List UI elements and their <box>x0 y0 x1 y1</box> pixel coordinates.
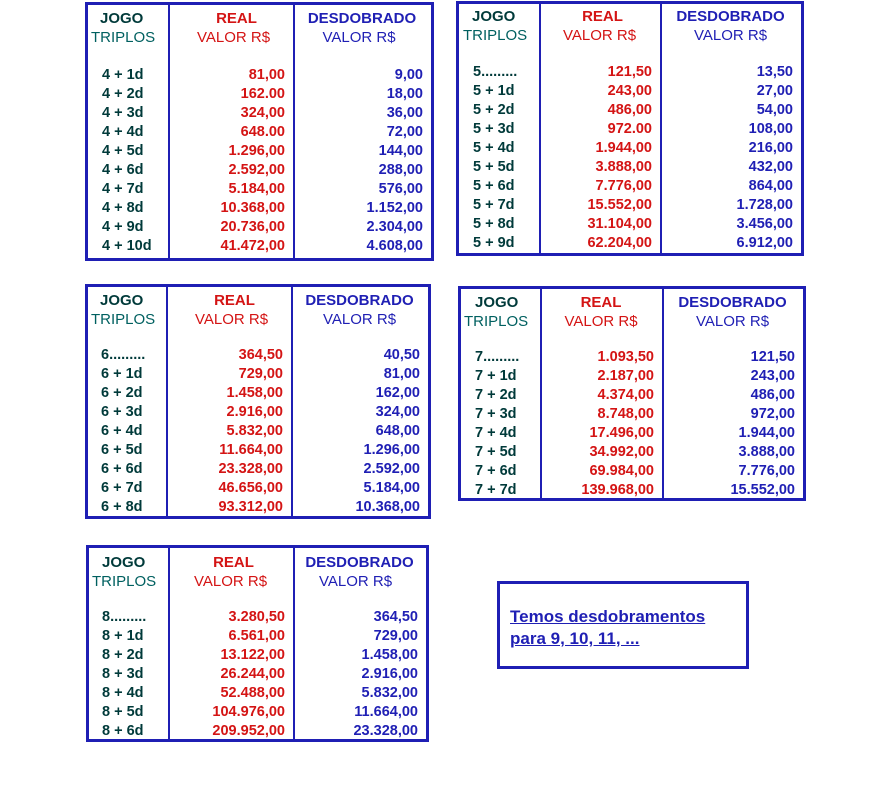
jogo-header: JOGO <box>472 8 516 25</box>
desdobrado-header: DESDOBRADO <box>305 554 414 571</box>
real-value-cell: 11.664,00 <box>219 442 283 458</box>
desdobrado-value-cell: 216,00 <box>748 140 793 156</box>
real-value-cell: 23.328,00 <box>218 461 283 477</box>
real-valor-header: VALOR R$ <box>196 29 271 46</box>
desdobrado-valor-header: VALOR R$ <box>322 311 397 328</box>
jogo-cell: 6 + 5d <box>101 442 143 458</box>
real-value-cell: 1.296,00 <box>228 143 285 159</box>
real-value-cell: 93.312,00 <box>218 499 283 515</box>
real-column <box>168 548 295 739</box>
triplos-header: TRIPLOS <box>91 311 156 328</box>
desdobrado-value-cell: 18,00 <box>386 86 423 102</box>
jogo-cell: 6 + 3d <box>101 404 143 420</box>
real-value-cell: 1.093,50 <box>597 349 654 365</box>
desdobrado-value-cell: 3.888,00 <box>738 444 795 460</box>
desdobrado-value-cell: 1.944,00 <box>738 425 795 441</box>
jogo-cell: 7 + 7d <box>475 482 517 498</box>
jogo-rows <box>102 608 168 741</box>
real-valor-header: VALOR R$ <box>193 573 268 590</box>
real-value-cell: 1.944,00 <box>595 140 652 156</box>
desdobrado-rows <box>662 348 803 500</box>
jogo-cell: 4 + 8d <box>102 200 144 216</box>
real-value-cell: 5.832,00 <box>226 423 283 439</box>
real-column <box>540 289 664 498</box>
real-value-cell: 3.888,00 <box>595 159 652 175</box>
desdobrado-value-cell: 972,00 <box>750 406 795 422</box>
desdobrado-value-cell: 11.664,00 <box>354 704 418 720</box>
jogo-column <box>461 289 542 498</box>
jogo-column <box>459 4 541 253</box>
real-value-cell: 2.187,00 <box>597 368 654 384</box>
real-value-cell: 121,50 <box>607 64 652 80</box>
table-7-dezenas <box>458 286 806 501</box>
jogo-cell: 4 + 4d <box>102 124 144 140</box>
jogo-cell: 8......... <box>102 609 147 625</box>
desdobramentos-note-box <box>497 581 749 669</box>
jogo-cell: 7......... <box>475 349 520 365</box>
real-value-cell: 26.244,00 <box>220 666 285 682</box>
real-value-cell: 17.496,00 <box>589 425 654 441</box>
jogo-cell: 7 + 3d <box>475 406 517 422</box>
desdobrado-header: DESDOBRADO <box>307 10 417 27</box>
jogo-cell: 4 + 6d <box>102 162 144 178</box>
jogo-cell: 6 + 7d <box>101 480 143 496</box>
jogo-cell: 4 + 3d <box>102 105 144 121</box>
table-6-dezenas <box>85 284 431 519</box>
real-header: REAL <box>214 292 255 309</box>
real-value-cell: 648.00 <box>240 124 285 140</box>
real-value-cell: 2.592,00 <box>228 162 285 178</box>
desdobrado-value-cell: 5.184,00 <box>363 480 420 496</box>
jogo-cell: 6......... <box>101 347 146 363</box>
jogo-cell: 8 + 5d <box>102 704 144 720</box>
desdobrado-value-cell: 3.456,00 <box>736 216 793 232</box>
jogo-cell: 7 + 6d <box>475 463 517 479</box>
desdobrado-value-cell: 432,00 <box>748 159 793 175</box>
desdobrado-value-cell: 121,50 <box>750 349 795 365</box>
desdobrado-value-cell: 2.592,00 <box>363 461 420 477</box>
jogo-rows <box>101 346 166 517</box>
triplos-header: TRIPLOS <box>92 573 157 590</box>
desdobrado-value-cell: 7.776,00 <box>738 463 795 479</box>
real-valor-header: VALOR R$ <box>562 27 637 44</box>
jogo-cell: 6 + 8d <box>101 499 143 515</box>
real-valor-header: VALOR R$ <box>564 313 638 330</box>
desdobrado-rows <box>293 66 431 256</box>
jogo-cell: 7 + 2d <box>475 387 517 403</box>
jogo-header: JOGO <box>475 294 519 311</box>
jogo-cell: 7 + 1d <box>475 368 517 384</box>
desdobrado-value-cell: 108,00 <box>748 121 793 137</box>
desdobrado-value-cell: 36,00 <box>386 105 423 121</box>
triplos-header: TRIPLOS <box>463 27 528 44</box>
jogo-header: JOGO <box>102 554 146 571</box>
desdobrado-rows <box>293 608 426 741</box>
jogo-cell: 5 + 4d <box>473 140 515 156</box>
triplos-header: TRIPLOS <box>91 29 156 46</box>
jogo-cell: 7 + 5d <box>475 444 517 460</box>
desdobrado-value-cell: 729,00 <box>373 628 418 644</box>
desdobrado-value-cell: 243,00 <box>750 368 795 384</box>
jogo-cell: 4 + 1d <box>102 67 144 83</box>
desdobrado-valor-header: VALOR R$ <box>695 313 770 330</box>
desdobrado-valor-header: VALOR R$ <box>322 29 396 46</box>
jogo-cell: 4 + 10d <box>102 238 152 254</box>
jogo-cell: 6 + 1d <box>101 366 143 382</box>
jogo-cell: 4 + 2d <box>102 86 144 102</box>
desdobrado-valor-header: VALOR R$ <box>318 573 393 590</box>
real-value-cell: 972.00 <box>607 121 652 137</box>
triplos-header: TRIPLOS <box>464 313 529 330</box>
jogo-cell: 4 + 9d <box>102 219 144 235</box>
desdobrado-header: DESDOBRADO <box>305 292 414 309</box>
desdobrado-header: DESDOBRADO <box>676 8 785 25</box>
desdobrado-value-cell: 40,50 <box>383 347 420 363</box>
desdobrado-value-cell: 648,00 <box>375 423 420 439</box>
real-rows <box>166 346 291 517</box>
desdobrado-rows <box>291 346 428 517</box>
real-value-cell: 209.952,00 <box>212 723 285 739</box>
real-value-cell: 1.458,00 <box>226 385 283 401</box>
desdobrado-value-cell: 2.916,00 <box>361 666 418 682</box>
desdobrado-value-cell: 144,00 <box>378 143 423 159</box>
desdobrado-value-cell: 2.304,00 <box>366 219 423 235</box>
real-header: REAL <box>580 294 622 311</box>
jogo-cell: 8 + 2d <box>102 647 144 663</box>
jogo-cell: 8 + 3d <box>102 666 144 682</box>
real-value-cell: 243,00 <box>607 83 652 99</box>
real-header: REAL <box>213 554 254 571</box>
jogo-column <box>89 548 170 739</box>
real-value-cell: 162.00 <box>240 86 285 102</box>
jogo-cell: 6 + 2d <box>101 385 143 401</box>
desdobrado-value-cell: 162,00 <box>375 385 420 401</box>
jogo-cell: 5 + 7d <box>473 197 515 213</box>
desdobrado-value-cell: 486,00 <box>750 387 795 403</box>
jogo-cell: 5 + 1d <box>473 83 515 99</box>
jogo-cell: 4 + 7d <box>102 181 144 197</box>
jogo-cell: 5 + 2d <box>473 102 515 118</box>
real-header: REAL <box>216 10 257 27</box>
desdobrado-value-cell: 72,00 <box>386 124 423 140</box>
desdobrado-value-cell: 324,00 <box>375 404 420 420</box>
real-valor-header: VALOR R$ <box>194 311 269 328</box>
real-value-cell: 7.776,00 <box>595 178 652 194</box>
desdobrado-column <box>291 287 428 516</box>
jogo-rows <box>102 66 168 256</box>
desdobrado-column <box>660 4 801 253</box>
real-rows <box>540 348 662 500</box>
real-value-cell: 139.968,00 <box>581 482 654 498</box>
jogo-cell: 4 + 5d <box>102 143 144 159</box>
desdobrado-value-cell: 1.728,00 <box>736 197 793 213</box>
desdobrado-valor-header: VALOR R$ <box>693 27 768 44</box>
real-value-cell: 2.916,00 <box>226 404 283 420</box>
jogo-header: JOGO <box>100 10 144 27</box>
desdobrado-value-cell: 81,00 <box>383 366 420 382</box>
real-value-cell: 52.488,00 <box>220 685 285 701</box>
desdobrado-value-cell: 1.458,00 <box>361 647 418 663</box>
desdobrado-value-cell: 13,50 <box>756 64 793 80</box>
real-value-cell: 20.736,00 <box>220 219 285 235</box>
desdobrado-value-cell: 1.296,00 <box>363 442 420 458</box>
jogo-cell: 5 + 3d <box>473 121 515 137</box>
jogo-cell: 5 + 8d <box>473 216 515 232</box>
desdobrado-value-cell: 9,00 <box>394 67 423 83</box>
desdobrado-column <box>293 548 426 739</box>
desdobrado-value-cell: 864,00 <box>748 178 793 194</box>
real-value-cell: 4.374,00 <box>597 387 654 403</box>
real-value-cell: 364,50 <box>238 347 283 363</box>
real-column <box>168 5 295 258</box>
real-value-cell: 8.748,00 <box>597 406 654 422</box>
jogo-rows <box>473 63 539 253</box>
real-column <box>539 4 662 253</box>
real-value-cell: 31.104,00 <box>587 216 652 232</box>
table-8-dezenas <box>86 545 429 742</box>
jogo-header: JOGO <box>100 292 144 309</box>
real-rows <box>539 63 660 253</box>
real-value-cell: 6.561,00 <box>228 628 285 644</box>
real-value-cell: 34.992,00 <box>589 444 654 460</box>
desdobrado-rows <box>660 63 801 253</box>
jogo-column <box>88 287 168 516</box>
desdobrado-value-cell: 23.328,00 <box>353 723 418 739</box>
jogo-cell: 5 + 9d <box>473 235 515 251</box>
desdobrado-value-cell: 364,50 <box>373 609 418 625</box>
table-4-dezenas <box>85 2 434 261</box>
desdobrado-value-cell: 288,00 <box>378 162 423 178</box>
desdobrado-value-cell: 10.368,00 <box>355 499 420 515</box>
jogo-cell: 8 + 6d <box>102 723 144 739</box>
real-column <box>166 287 293 516</box>
real-value-cell: 15.552,00 <box>587 197 652 213</box>
desdobrado-column <box>293 5 431 258</box>
real-value-cell: 5.184,00 <box>228 181 285 197</box>
real-value-cell: 104.976,00 <box>212 704 285 720</box>
desdobramentos-link-line2[interactable]: para 9, 10, 11, ... <box>510 629 640 648</box>
desdobrado-value-cell: 15.552,00 <box>730 482 795 498</box>
jogo-column <box>88 5 170 258</box>
desdobrado-header: DESDOBRADO <box>678 294 787 311</box>
jogo-cell: 5......... <box>473 64 518 80</box>
real-header: REAL <box>582 8 623 25</box>
desdobrado-value-cell: 5.832,00 <box>361 685 418 701</box>
real-value-cell: 324,00 <box>240 105 285 121</box>
jogo-rows <box>475 348 540 500</box>
desdobrado-value-cell: 54,00 <box>756 102 793 118</box>
desdobrado-value-cell: 1.152,00 <box>366 200 423 216</box>
jogo-cell: 8 + 4d <box>102 685 144 701</box>
real-rows <box>168 608 293 741</box>
real-value-cell: 3.280,50 <box>228 609 285 625</box>
real-value-cell: 10.368,00 <box>220 200 285 216</box>
real-value-cell: 13.122,00 <box>220 647 285 663</box>
desdobrado-value-cell: 576,00 <box>378 181 423 197</box>
table-5-dezenas <box>456 1 804 256</box>
jogo-cell: 5 + 6d <box>473 178 515 194</box>
real-rows <box>168 66 293 256</box>
desdobrado-value-cell: 4.608,00 <box>366 238 423 254</box>
real-value-cell: 46.656,00 <box>218 480 283 496</box>
desdobrado-value-cell: 6.912,00 <box>736 235 793 251</box>
real-value-cell: 81,00 <box>248 67 285 83</box>
jogo-cell: 6 + 6d <box>101 461 143 477</box>
jogo-cell: 6 + 4d <box>101 423 143 439</box>
jogo-cell: 8 + 1d <box>102 628 144 644</box>
jogo-cell: 5 + 5d <box>473 159 515 175</box>
jogo-cell: 7 + 4d <box>475 425 517 441</box>
desdobrado-column <box>662 289 803 498</box>
real-value-cell: 41.472,00 <box>220 238 285 254</box>
real-value-cell: 729,00 <box>238 366 283 382</box>
real-value-cell: 486,00 <box>607 102 652 118</box>
real-value-cell: 62.204,00 <box>587 235 652 251</box>
desdobrado-value-cell: 27,00 <box>756 83 793 99</box>
desdobramentos-link-line1[interactable]: Temos desdobramentos <box>510 607 706 626</box>
real-value-cell: 69.984,00 <box>589 463 654 479</box>
